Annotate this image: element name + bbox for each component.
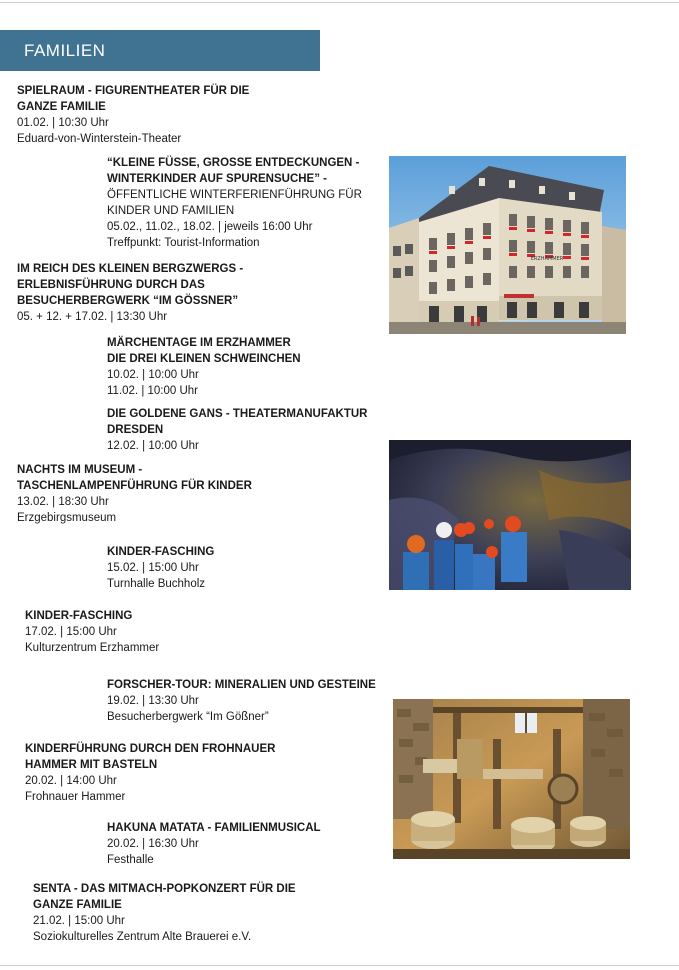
event-date: 17.02. | 15:00 Uhr <box>25 626 117 638</box>
event-item <box>107 155 362 251</box>
event-item <box>107 335 301 399</box>
event-venue: Frohnauer Hammer <box>25 791 126 803</box>
event-item <box>107 406 367 454</box>
photo-hammer-interior <box>393 699 630 859</box>
event-title: SPIELRAUM - FIGURENTHEATER FÜR DIE <box>17 85 250 97</box>
event-date: 21.02. | 15:00 Uhr <box>33 915 125 927</box>
event-subtitle: KINDER UND FAMILIEN <box>107 205 235 217</box>
event-date: 10.02. | 10:00 Uhr <box>107 369 199 381</box>
event-date: 13.02. | 18:30 Uhr <box>17 496 109 508</box>
event-date: 05.02., 11.02., 18.02. | jeweils 16:00 Uhr <box>107 221 313 233</box>
event-title: TASCHENLAMPENFÜHRUNG FÜR KINDER <box>17 480 252 492</box>
event-venue: Turnhalle Buchholz <box>107 578 206 590</box>
event-date: 05. + 12. + 17.02. | 13:30 Uhr <box>17 311 168 323</box>
event-venue: Soziokulturelles Zentrum Alte Brauerei e.V. <box>33 931 252 943</box>
event-title: DRESDEN <box>107 424 164 436</box>
event-title: KINDER-FASCHING <box>25 610 133 622</box>
event-title: IM REICH DES KLEINEN BERGZWERGS - <box>17 263 244 275</box>
event-item <box>17 462 252 526</box>
mine-illustration <box>389 440 631 590</box>
hammer-illustration <box>393 699 630 859</box>
event-venue: Besucherbergwerk “Im Gößner” <box>107 711 269 723</box>
event-item <box>107 677 376 725</box>
event-title: DIE GOLDENE GANS - THEATERMANUFAKTUR <box>107 408 368 420</box>
bottom-divider <box>0 965 679 966</box>
event-title: “KLEINE FÜSSE, GROSSE ENTDECKUNGEN - <box>107 157 360 169</box>
event-date: 20.02. | 16:30 Uhr <box>107 838 199 850</box>
event-venue: Eduard-von-Winterstein-Theater <box>17 133 182 145</box>
event-date: 12.02. | 10:00 Uhr <box>107 440 199 452</box>
event-title: KINDER-FASCHING <box>107 546 215 558</box>
event-subtitle: ÖFFENTLICHE WINTERFERIENFÜHRUNG FÜR <box>107 189 362 201</box>
event-title: GANZE FAMILIE <box>17 101 106 113</box>
event-title: FORSCHER-TOUR: MINERALIEN UND GESTEINE <box>107 679 376 691</box>
event-item <box>17 83 249 147</box>
event-venue: Kulturzentrum Erzhammer <box>25 642 160 654</box>
photo-erzhammer-building <box>389 156 626 334</box>
event-item <box>25 608 159 656</box>
event-date: 20.02. | 14:00 Uhr <box>25 775 117 787</box>
event-title: DIE DREI KLEINEN SCHWEINCHEN <box>107 353 301 365</box>
event-title: BESUCHERBERGWERK “IM GÖSSNER” <box>17 295 239 307</box>
event-date: 15.02. | 15:00 Uhr <box>107 562 199 574</box>
event-date: 11.02. | 10:00 Uhr <box>107 385 199 397</box>
event-venue: Erzgebirgsmuseum <box>17 512 117 524</box>
section-banner <box>0 30 320 71</box>
photo-mine-tour <box>389 440 631 590</box>
event-date: 01.02. | 10:30 Uhr <box>17 117 109 129</box>
building-illustration <box>389 156 626 334</box>
event-title: KINDERFÜHRUNG DURCH DEN FROHNAUER <box>25 743 276 755</box>
building-sign: ERZHAMMER <box>530 256 564 262</box>
event-item <box>33 881 296 945</box>
event-item <box>25 741 275 805</box>
event-title: SENTA - DAS MITMACH-POPKONZERT FÜR DIE <box>33 883 296 895</box>
event-venue: Treffpunkt: Tourist-Information <box>107 237 260 249</box>
event-title: HAKUNA MATATA - FAMILIENMUSICAL <box>107 822 321 834</box>
event-item <box>107 820 321 868</box>
event-title: WINTERKINDER AUF SPURENSUCHE” - <box>107 173 327 185</box>
event-title: NACHTS IM MUSEUM - <box>17 464 143 476</box>
top-divider <box>0 2 679 3</box>
event-title: HAMMER MIT BASTELN <box>25 759 158 771</box>
event-venue: Festhalle <box>107 854 154 866</box>
event-title: ERLEBNISFÜHRUNG DURCH DAS <box>17 279 205 291</box>
section-title: FAMILIEN <box>24 40 106 60</box>
event-item <box>17 261 243 325</box>
event-title: GANZE FAMILIE <box>33 899 122 911</box>
event-item <box>107 544 214 592</box>
event-title: MÄRCHENTAGE IM ERZHAMMER <box>107 337 291 349</box>
event-date: 19.02. | 13:30 Uhr <box>107 695 199 707</box>
